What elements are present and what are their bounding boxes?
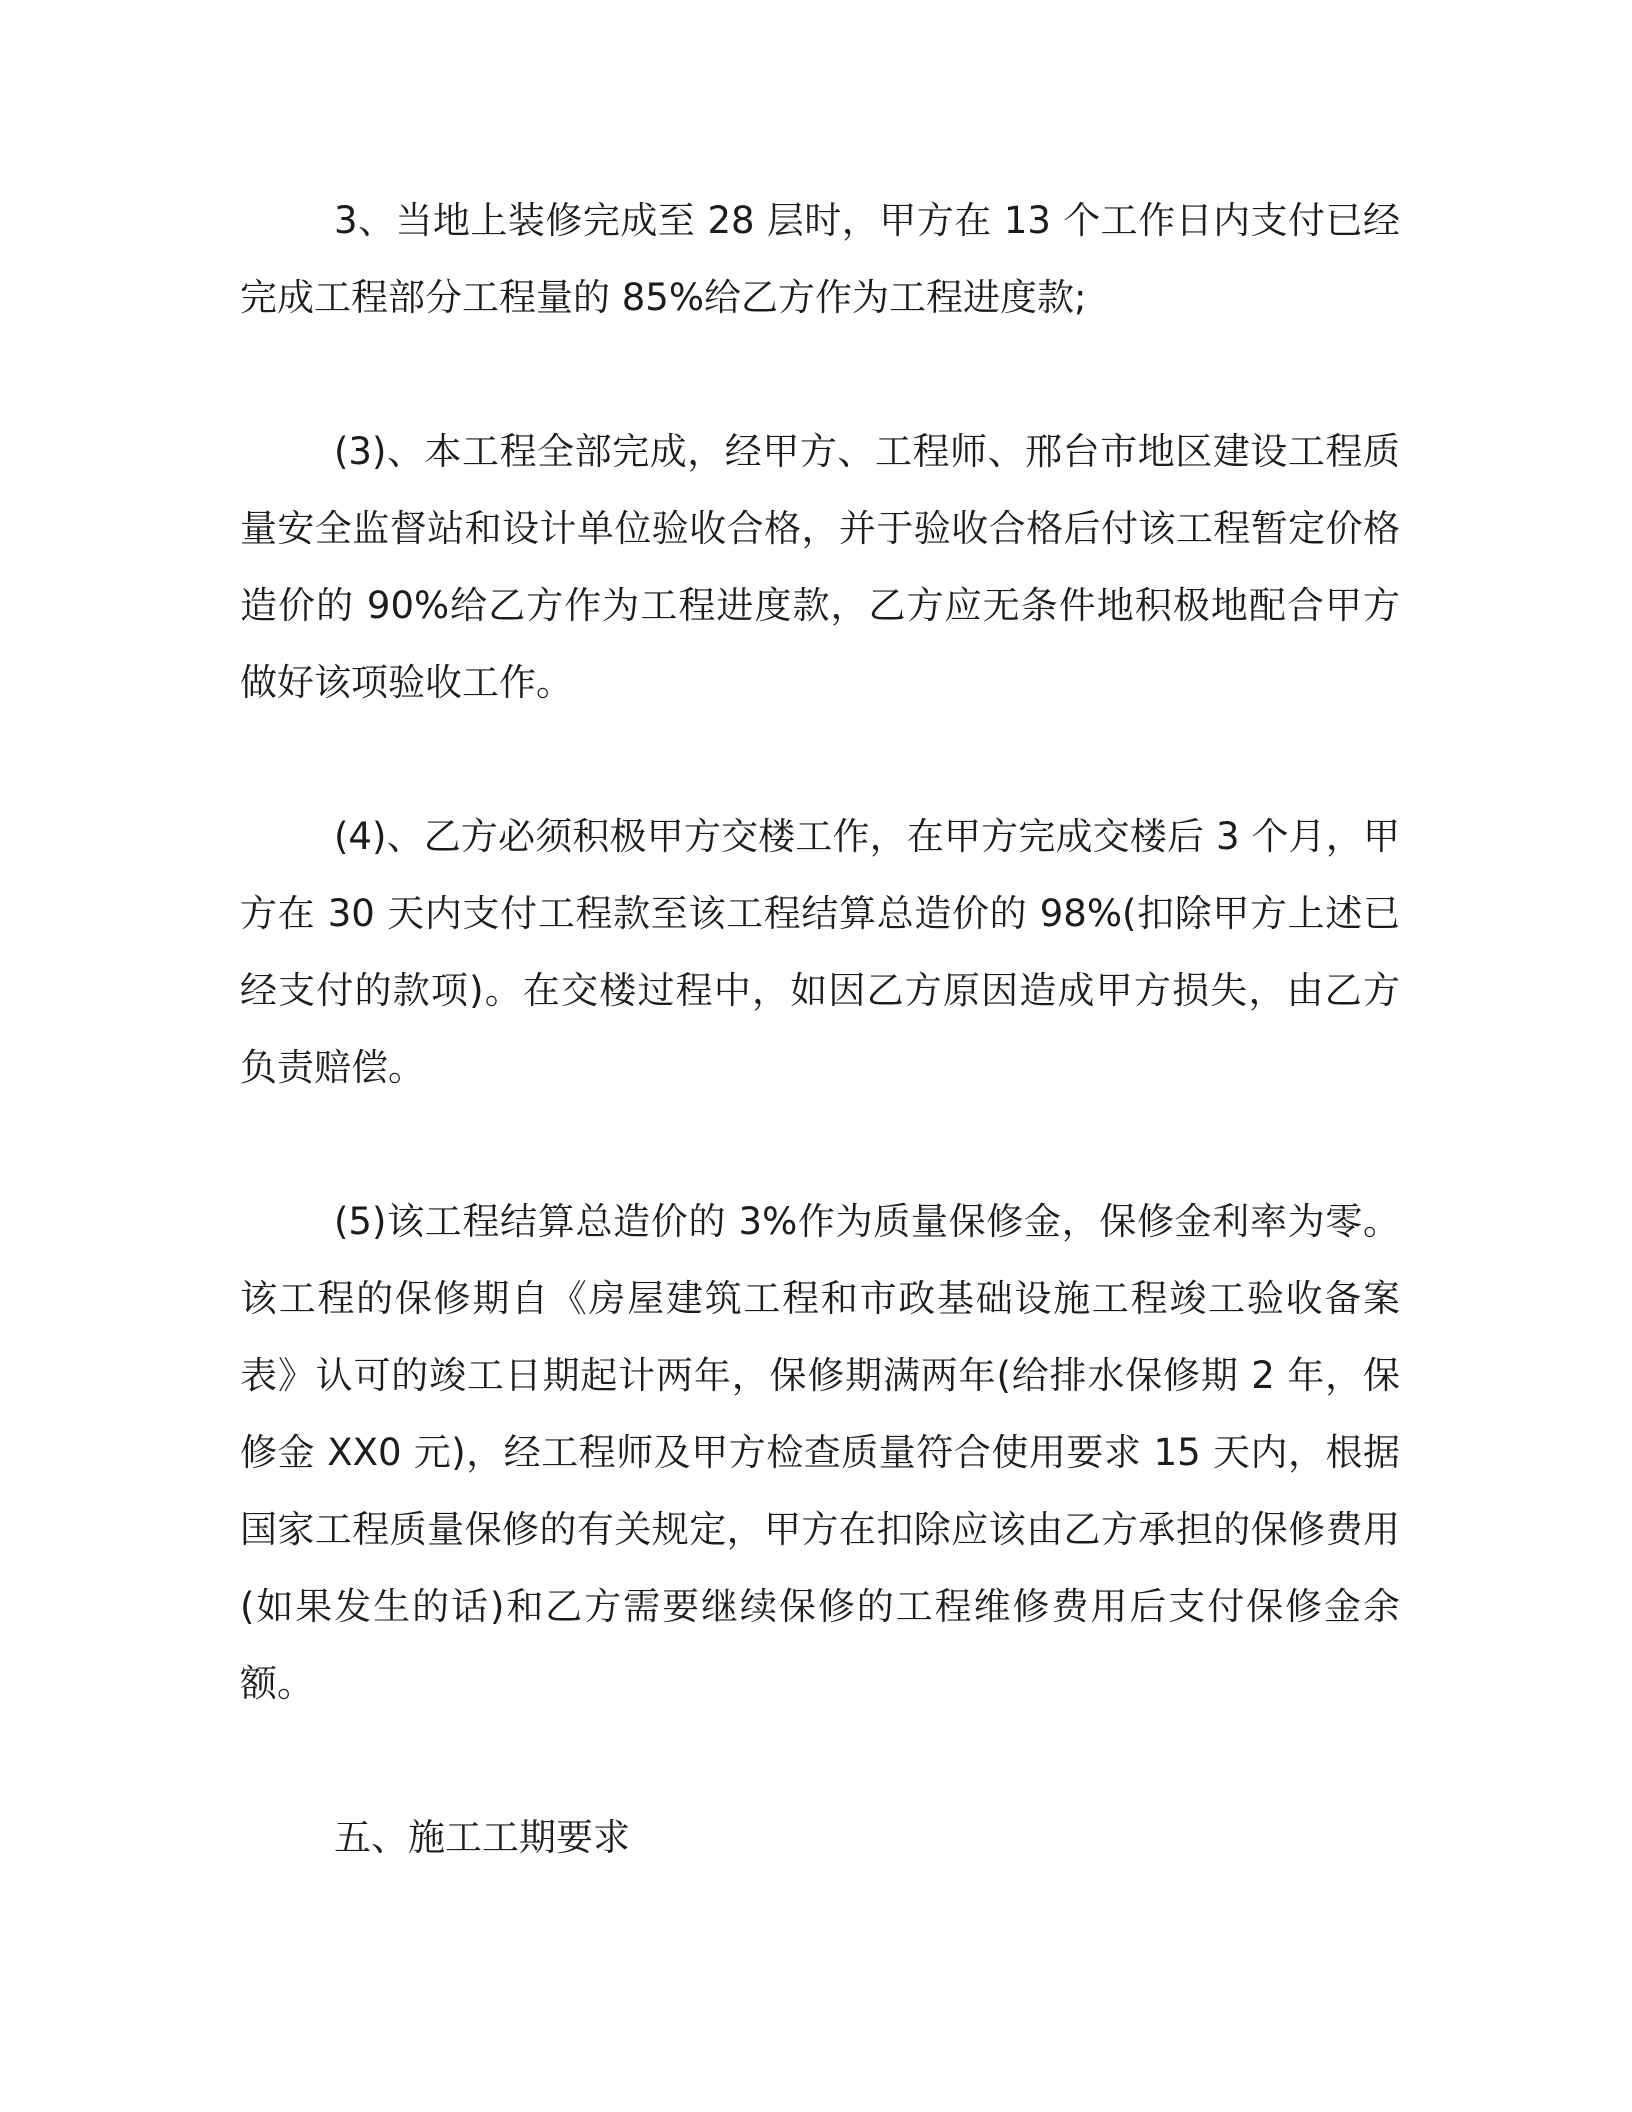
document-body: [240, 182, 1400, 1876]
paragraph-completion-acceptance: (3)、本工程全部完成，经甲方、工程师、邢台市地区建设工程质量安全监督站和设计单位验收合格，并于验收合格后付该工程暂定价格造价的 90%给乙方作为工程进度款，乙方应无条件地积极地配合甲方做好该项验收工作。: [240, 430, 1400, 704]
paragraph-quality-warranty: (5)该工程结算总造价的 3%作为质量保修金，保修金利率为零。该工程的保修期自《房屋建筑工程和市政基础设施工程竣工验收备案表》认可的竣工日期起计两年，保修期满两年(给排水保修期 2 年，保修金 XX0 元)，经工程师及甲方检查质量符合使用要求 15 天内，根据国家工程质量保修的有关规定，甲方在扣除应该由乙方承担的保修费用(如果发生的话)和乙方需要继续保修的工程维修费用后支付保修金余额。: [240, 1200, 1400, 1705]
paragraph-progress-payment-28-floors: 3、当地上装修完成至 28 层时，甲方在 13 个工作日内支付已经完成工程部分工程量的 85%给乙方作为工程进度款;: [240, 199, 1400, 319]
section-heading-construction-period: 五、施工工期要求: [334, 1816, 630, 1859]
paragraph-handover-payment: (4)、乙方必须积极甲方交楼工作，在甲方完成交楼后 3 个月，甲方在 30 天内支付工程款至该工程结算总造价的 98%(扣除甲方上述已经支付的款项)。在交楼过程中，如因乙方原因造成甲方损失，由乙方负责赔偿。: [240, 815, 1400, 1089]
